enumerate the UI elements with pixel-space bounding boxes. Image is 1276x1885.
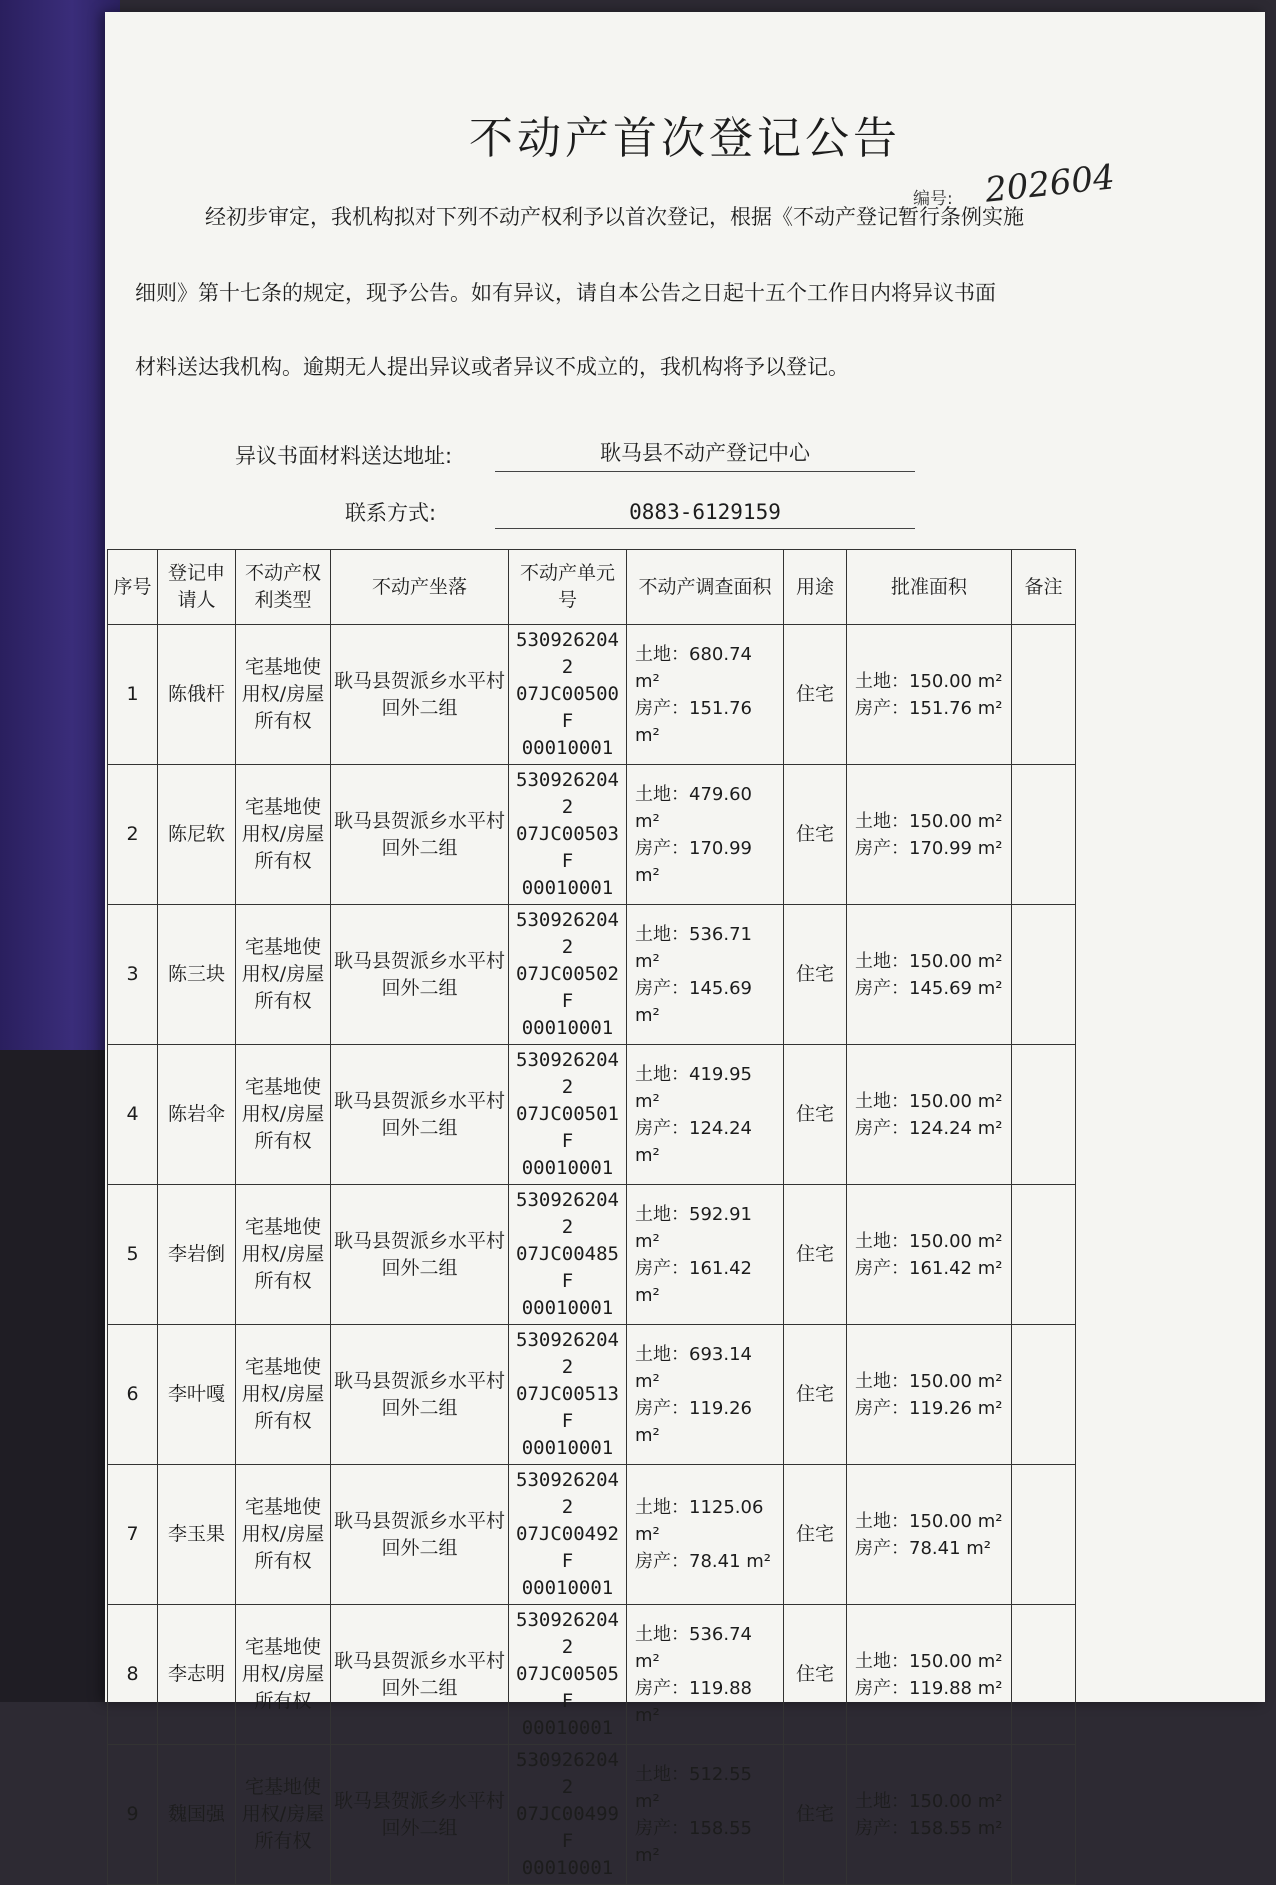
approved-land: 土地：150.00 m² [855, 670, 1003, 692]
survey-house: 房产：158.55 m² [635, 1817, 752, 1866]
cell-applicant: 陈俄杆 [158, 625, 236, 765]
unit-no-part-3: 00010001 [521, 1017, 614, 1039]
cell-usage: 住宅 [784, 1045, 847, 1185]
unit-no-part-1: 5309262042 [516, 1749, 619, 1798]
cell-location: 耿马县贺派乡水平村回外二组 [331, 625, 509, 765]
cell-applicant: 李叶嘎 [158, 1325, 236, 1465]
serial-label: 编号: [913, 189, 953, 209]
unit-no-part-3: 00010001 [521, 1297, 614, 1319]
survey-land: 土地：693.14 m² [635, 1343, 752, 1392]
header-location: 不动产坐落 [331, 550, 509, 625]
cell-location: 耿马县贺派乡水平村回外二组 [331, 1605, 509, 1745]
unit-no-part-1: 5309262042 [516, 909, 619, 958]
unit-no-part-2: 07JC00499F [516, 1803, 619, 1852]
table-header-row [108, 550, 1076, 625]
unit-no-part-1: 5309262042 [516, 1469, 619, 1518]
cell-approved-area [847, 1465, 1012, 1605]
cell-seq: 9 [108, 1745, 158, 1885]
table-row [108, 1045, 1076, 1185]
header-right-type: 不动产权利类型 [236, 550, 331, 625]
table-row [108, 1745, 1076, 1885]
cell-remark [1012, 1605, 1076, 1745]
cell-applicant: 李玉果 [158, 1465, 236, 1605]
table-surface [0, 1050, 120, 1702]
intro-paragraph-line-2: 细则》第十七条的规定，现予公告。如有异议，请自本公告之日起十五个工作日内将异议书面 [135, 281, 996, 305]
unit-no-part-1: 5309262042 [516, 1329, 619, 1378]
unit-no-part-2: 07JC00513F [516, 1383, 619, 1432]
unit-no-part-2: 07JC00500F [516, 683, 619, 732]
cell-survey-area [627, 1185, 784, 1325]
cell-right-type: 宅基地使用权/房屋所有权 [236, 1185, 331, 1325]
cell-unit-no [509, 1745, 627, 1885]
cell-seq: 8 [108, 1605, 158, 1745]
address-label: 异议书面材料送达地址: [235, 444, 453, 468]
approved-land: 土地：150.00 m² [855, 1650, 1003, 1672]
cell-approved-area [847, 1045, 1012, 1185]
approved-land: 土地：150.00 m² [855, 810, 1003, 832]
cell-applicant: 陈三块 [158, 905, 236, 1045]
cell-seq: 1 [108, 625, 158, 765]
cell-remark [1012, 1745, 1076, 1885]
cell-approved-area [847, 1185, 1012, 1325]
registration-table [107, 549, 1076, 1885]
cell-seq: 7 [108, 1465, 158, 1605]
serial-number-handwritten: 202604 [983, 157, 1117, 211]
cell-survey-area [627, 1045, 784, 1185]
cell-unit-no [509, 1605, 627, 1745]
cell-approved-area [847, 1605, 1012, 1745]
cell-approved-area [847, 1325, 1012, 1465]
survey-land: 土地：419.95 m² [635, 1063, 752, 1112]
cell-remark [1012, 905, 1076, 1045]
unit-no-part-1: 5309262042 [516, 629, 619, 678]
intro-paragraph-line-3: 材料送达我机构。逾期无人提出异议或者异议不成立的，我机构将予以登记。 [135, 355, 849, 379]
contact-value: 0883-6129159 [495, 500, 915, 529]
table-row [108, 1465, 1076, 1605]
cell-unit-no [509, 905, 627, 1045]
unit-no-part-3: 00010001 [521, 1857, 614, 1879]
cell-survey-area [627, 1745, 784, 1885]
unit-no-part-3: 00010001 [521, 877, 614, 899]
unit-no-part-1: 5309262042 [516, 1609, 619, 1658]
contact-label: 联系方式: [345, 501, 437, 525]
cell-location: 耿马县贺派乡水平村回外二组 [331, 1325, 509, 1465]
cell-approved-area [847, 1745, 1012, 1885]
cell-usage: 住宅 [784, 1185, 847, 1325]
table-row [108, 1605, 1076, 1745]
cell-survey-area [627, 1465, 784, 1605]
cell-applicant: 李志明 [158, 1605, 236, 1745]
unit-no-part-2: 07JC00501F [516, 1103, 619, 1152]
unit-no-part-3: 00010001 [521, 1577, 614, 1599]
survey-house: 房产：124.24 m² [635, 1117, 752, 1166]
approved-house: 房产：78.41 m² [855, 1537, 992, 1559]
cell-survey-area [627, 765, 784, 905]
cell-survey-area [627, 1605, 784, 1745]
survey-land: 土地：592.91 m² [635, 1203, 752, 1252]
approved-house: 房产：124.24 m² [855, 1117, 1003, 1139]
header-seq: 序号 [108, 550, 158, 625]
header-unit-no: 不动产单元号 [509, 550, 627, 625]
table-row [108, 625, 1076, 765]
cell-usage: 住宅 [784, 1325, 847, 1465]
cell-right-type: 宅基地使用权/房屋所有权 [236, 1465, 331, 1605]
cell-unit-no [509, 1185, 627, 1325]
survey-land: 土地：536.71 m² [635, 923, 752, 972]
cell-unit-no [509, 1325, 627, 1465]
unit-no-part-1: 5309262042 [516, 1189, 619, 1238]
survey-land: 土地：536.74 m² [635, 1623, 752, 1672]
approved-house: 房产：119.26 m² [855, 1397, 1003, 1419]
header-applicant: 登记申请人 [158, 550, 236, 625]
approved-land: 土地：150.00 m² [855, 1230, 1003, 1252]
cell-unit-no [509, 625, 627, 765]
cell-survey-area [627, 625, 784, 765]
cell-unit-no [509, 765, 627, 905]
approved-house: 房产：119.88 m² [855, 1677, 1003, 1699]
approved-land: 土地：150.00 m² [855, 1790, 1003, 1812]
cell-right-type: 宅基地使用权/房屋所有权 [236, 1745, 331, 1885]
cell-usage: 住宅 [784, 765, 847, 905]
approved-land: 土地：150.00 m² [855, 1370, 1003, 1392]
approved-house: 房产：161.42 m² [855, 1257, 1003, 1279]
cell-approved-area [847, 905, 1012, 1045]
cell-remark [1012, 1045, 1076, 1185]
header-survey-area: 不动产调查面积 [627, 550, 784, 625]
cell-remark [1012, 1185, 1076, 1325]
approved-house: 房产：158.55 m² [855, 1817, 1003, 1839]
cell-location: 耿马县贺派乡水平村回外二组 [331, 765, 509, 905]
folder-background [0, 0, 120, 1050]
unit-no-part-2: 07JC00492F [516, 1523, 619, 1572]
survey-land: 土地：1125.06 m² [635, 1497, 764, 1545]
unit-no-part-3: 00010001 [521, 737, 614, 759]
approved-land: 土地：150.00 m² [855, 950, 1003, 972]
survey-house: 房产：78.41 m² [635, 1551, 772, 1572]
approved-house: 房产：145.69 m² [855, 977, 1003, 999]
cell-survey-area [627, 1325, 784, 1465]
cell-location: 耿马县贺派乡水平村回外二组 [331, 1185, 509, 1325]
header-approved-area: 批准面积 [847, 550, 1012, 625]
cell-remark [1012, 1465, 1076, 1605]
unit-no-part-2: 07JC00485F [516, 1243, 619, 1292]
unit-no-part-1: 5309262042 [516, 769, 619, 818]
header-remark: 备注 [1012, 550, 1076, 625]
approved-land: 土地：150.00 m² [855, 1510, 1003, 1532]
approved-house: 房产：170.99 m² [855, 837, 1003, 859]
notice-paper [105, 12, 1265, 1879]
cell-seq: 3 [108, 905, 158, 1045]
notice-title: 不动产首次登记公告 [469, 113, 901, 164]
unit-no-part-1: 5309262042 [516, 1049, 619, 1098]
survey-house: 房产：151.76 m² [635, 697, 752, 746]
survey-house: 房产：119.88 m² [635, 1677, 752, 1726]
cell-usage: 住宅 [784, 905, 847, 1045]
unit-no-part-3: 00010001 [521, 1717, 614, 1739]
cell-usage: 住宅 [784, 1465, 847, 1605]
cell-right-type: 宅基地使用权/房屋所有权 [236, 625, 331, 765]
cell-approved-area [847, 765, 1012, 905]
survey-land: 土地：479.60 m² [635, 783, 752, 832]
cell-location: 耿马县贺派乡水平村回外二组 [331, 905, 509, 1045]
table-row [108, 1325, 1076, 1465]
cell-remark [1012, 625, 1076, 765]
cell-right-type: 宅基地使用权/房屋所有权 [236, 765, 331, 905]
cell-right-type: 宅基地使用权/房屋所有权 [236, 905, 331, 1045]
header-usage: 用途 [784, 550, 847, 625]
cell-approved-area [847, 625, 1012, 765]
survey-land: 土地：680.74 m² [635, 643, 752, 692]
cell-right-type: 宅基地使用权/房屋所有权 [236, 1045, 331, 1185]
survey-house: 房产：170.99 m² [635, 837, 752, 886]
cell-right-type: 宅基地使用权/房屋所有权 [236, 1325, 331, 1465]
survey-house: 房产：119.26 m² [635, 1397, 752, 1446]
cell-usage: 住宅 [784, 1745, 847, 1885]
approved-house: 房产：151.76 m² [855, 697, 1003, 719]
unit-no-part-3: 00010001 [521, 1157, 614, 1179]
cell-location: 耿马县贺派乡水平村回外二组 [331, 1045, 509, 1185]
survey-land: 土地：512.55 m² [635, 1763, 752, 1812]
cell-unit-no [509, 1045, 627, 1185]
cell-right-type: 宅基地使用权/房屋所有权 [236, 1605, 331, 1745]
cell-remark [1012, 765, 1076, 905]
table-row [108, 905, 1076, 1045]
cell-seq: 6 [108, 1325, 158, 1465]
cell-seq: 5 [108, 1185, 158, 1325]
table-row [108, 1185, 1076, 1325]
cell-seq: 2 [108, 765, 158, 905]
cell-usage: 住宅 [784, 1605, 847, 1745]
cell-seq: 4 [108, 1045, 158, 1185]
unit-no-part-2: 07JC00502F [516, 963, 619, 1012]
unit-no-part-2: 07JC00505F [516, 1663, 619, 1712]
cell-location: 耿马县贺派乡水平村回外二组 [331, 1465, 509, 1605]
unit-no-part-2: 07JC00503F [516, 823, 619, 872]
cell-applicant: 陈尼软 [158, 765, 236, 905]
cell-applicant: 魏国强 [158, 1745, 236, 1885]
survey-house: 房产：145.69 m² [635, 977, 752, 1026]
cell-applicant: 陈岩伞 [158, 1045, 236, 1185]
cell-applicant: 李岩倒 [158, 1185, 236, 1325]
address-value: 耿马县不动产登记中心 [495, 437, 915, 472]
cell-usage: 住宅 [784, 625, 847, 765]
unit-no-part-3: 00010001 [521, 1437, 614, 1459]
approved-land: 土地：150.00 m² [855, 1090, 1003, 1112]
cell-location: 耿马县贺派乡水平村回外二组 [331, 1745, 509, 1885]
survey-house: 房产：161.42 m² [635, 1257, 752, 1306]
table-row [108, 765, 1076, 905]
intro-paragraph-line-1: 经初步审定，我机构拟对下列不动产权利予以首次登记，根据《不动产登记暂行条例实施 [205, 205, 1024, 229]
cell-unit-no [509, 1465, 627, 1605]
cell-survey-area [627, 905, 784, 1045]
cell-remark [1012, 1325, 1076, 1465]
